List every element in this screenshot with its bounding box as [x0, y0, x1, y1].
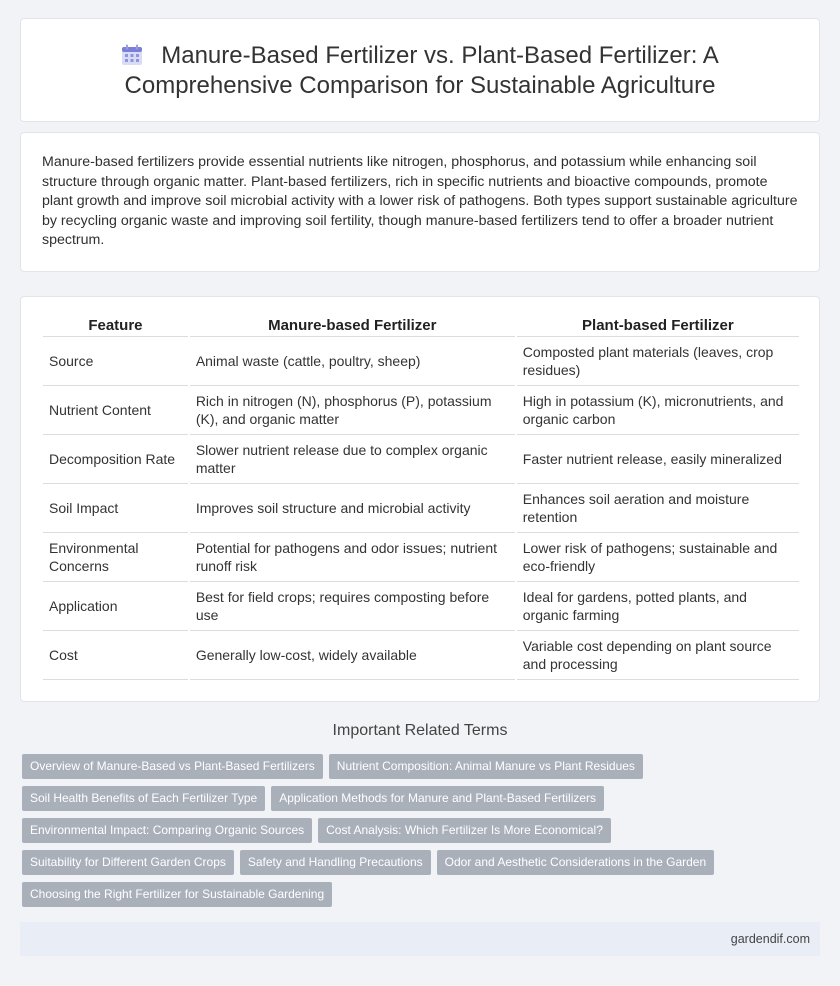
table-row — [43, 484, 799, 533]
related-term-link[interactable]: Choosing the Right Fertilizer for Sustainable Gardening — [22, 882, 332, 907]
related-term-link[interactable]: Soil Health Benefits of Each Fertilizer Type — [22, 786, 265, 811]
table-row — [43, 435, 799, 484]
cell-manure: Best for field crops; requires composting before use — [190, 582, 515, 631]
calendar-icon — [121, 44, 143, 66]
title-card — [20, 18, 820, 122]
related-term-link[interactable]: Overview of Manure-Based vs Plant-Based Fertilizers — [22, 754, 323, 779]
cell-feature: Nutrient Content — [43, 386, 188, 435]
cell-feature: Decomposition Rate — [43, 435, 188, 484]
related-terms-heading: Important Related Terms — [332, 722, 508, 739]
related-term-link[interactable]: Odor and Aesthetic Considerations in the Garden — [437, 850, 715, 875]
cell-manure: Slower nutrient release due to complex organic matter — [190, 435, 515, 484]
table-row — [43, 386, 799, 435]
comparison-table-card — [20, 296, 820, 702]
table-header-row — [43, 315, 799, 337]
cell-plant: Ideal for gardens, potted plants, and organic farming — [517, 582, 799, 631]
cell-plant: Variable cost depending on plant source and processing — [517, 631, 799, 680]
related-term-link[interactable]: Safety and Handling Precautions — [240, 850, 431, 875]
table-row — [43, 337, 799, 386]
table-row — [43, 631, 799, 680]
cell-feature: Source — [43, 337, 188, 386]
related-terms-list — [22, 754, 802, 914]
cell-manure: Rich in nitrogen (N), phosphorus (P), potassium (K), and organic matter — [190, 386, 515, 435]
cell-manure: Potential for pathogens and odor issues; nutrient runoff risk — [190, 533, 515, 582]
cell-feature: Application — [43, 582, 188, 631]
related-term-link[interactable]: Environmental Impact: Comparing Organic Sources — [22, 818, 312, 843]
related-term-link[interactable]: Suitability for Different Garden Crops — [22, 850, 234, 875]
footer — [20, 922, 820, 956]
cell-manure: Animal waste (cattle, poultry, sheep) — [190, 337, 515, 386]
related-term-link[interactable]: Cost Analysis: Which Fertilizer Is More Economical? — [318, 818, 611, 843]
page-title-text: Manure-Based Fertilizer vs. Plant-Based Fertilizer: A Comprehensive Comparison for Sustainable Agriculture — [124, 42, 719, 99]
summary-card — [20, 132, 820, 272]
related-term-link[interactable]: Application Methods for Manure and Plant-Based Fertilizers — [271, 786, 604, 811]
header-plant: Plant-based Fertilizer — [517, 315, 799, 337]
related-term-link[interactable]: Nutrient Composition: Animal Manure vs Plant Residues — [329, 754, 643, 779]
table-row — [43, 533, 799, 582]
cell-plant: High in potassium (K), micronutrients, and organic carbon — [517, 386, 799, 435]
cell-plant: Composted plant materials (leaves, crop residues) — [517, 337, 799, 386]
summary-text: Manure-based fertilizers provide essential nutrients like nitrogen, phosphorus, and potassium while enhancing soil structure through organic matter. Plant-based fertilizers, rich in specific nutrients and bioactive compounds, promote plant growth and improve soil microbial activity with a lower risk of pathogens. Both types support sustainable agriculture by recycling organic waste and improving soil fertility, though manure-based fertilizers tend to offer a broader nutrient spectrum. — [42, 154, 798, 248]
table-row — [43, 582, 799, 631]
cell-feature: Environmental Concerns — [43, 533, 188, 582]
cell-manure: Generally low-cost, widely available — [190, 631, 515, 680]
cell-feature: Soil Impact — [43, 484, 188, 533]
page-title — [21, 41, 819, 101]
comparison-table — [41, 315, 801, 680]
header-manure: Manure-based Fertilizer — [190, 315, 515, 337]
footer-site-link[interactable]: gardendif.com — [730, 932, 810, 946]
cell-plant: Lower risk of pathogens; sustainable and eco-friendly — [517, 533, 799, 582]
header-feature: Feature — [43, 315, 188, 337]
cell-plant: Enhances soil aeration and moisture retention — [517, 484, 799, 533]
cell-plant: Faster nutrient release, easily mineralized — [517, 435, 799, 484]
cell-manure: Improves soil structure and microbial activity — [190, 484, 515, 533]
cell-feature: Cost — [43, 631, 188, 680]
